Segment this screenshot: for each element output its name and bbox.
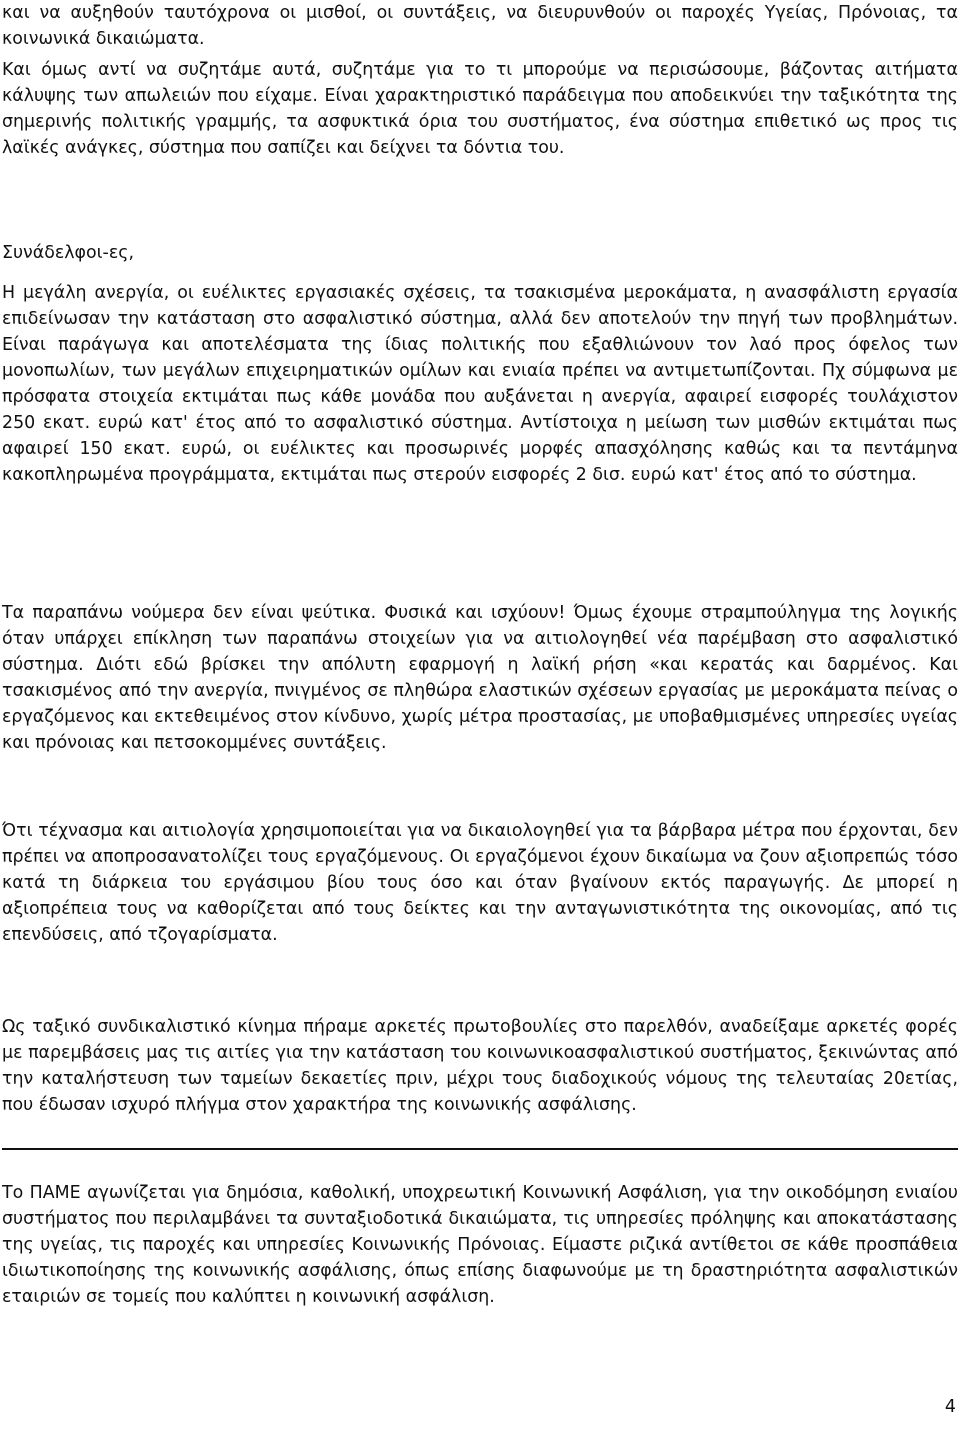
paragraph-dignity: Ότι τέχνασμα και αιτιολογία χρησιμοποιείται για να δικαιολογηθεί για τα βάρβαρα μέτρα που έρχονται, δεν πρέπει να αποπροσανατολίζει τους εργαζόμενους. Οι εργαζόμενοι έχουν δικαίωμα να ζουν αξιοπρεπώς τόσο κατά τη διάρκεια του εργάσιμου βίου τους όσο και όταν βγαίνουν εκτός παραγωγής. Δε μπορεί η αξιοπρέπεια τους να καθορίζεται από τους δείκτες και την ανταγωνιστικότητα της οικονομίας, από τις επενδύσεις, από τζογαρίσματα.	[2, 821, 958, 945]
horizontal-divider	[2, 1148, 958, 1150]
paragraph-losses-coverage: Και όμως αντί να συζητάμε αυτά, συζητάμε για το τι μπορούμε να περισώσουμε, βάζοντας αιτήματα κάλυψης των απωλειών που είχαμε. Είναι χαρακτηριστικό παράδειγμα που αποδεικνύει την ταξικότητα της σημερινής πολιτικής γραμμής, τα ασφυκτικά όρια του συστήματος, ένα σύστημα επιθετικό ως προς τις λαϊκές ανάγκες, σύστημα που σαπίζει και δείχνει τα δόντια του.	[2, 60, 958, 158]
page-number: 4	[944, 1397, 956, 1417]
paragraph-salutation: Συνάδελφοι-ες,	[2, 243, 134, 263]
paragraph-pame-position: Το ΠΑΜΕ αγωνίζεται για δημόσια, καθολική, υποχρεωτική Κοινωνική Ασφάλιση, για την οικοδόμηση ενιαίου συστήματος που περιλαμβάνει τα συνταξιοδοτικά δικαιώματα, τις υπηρεσίες πρόληψης και αποκατάστασης της υγείας, τις παροχές και υπηρεσίες Κοινωνικής Πρόνοιας. Είμαστε ριζικά αντίθετοι σε κάθε προσπάθεια ιδιωτικοποίησης της κοινωνικής ασφάλισης, όπως επίσης διαφωνούμε με τη δραστηριότητα ασφαλιστικών εταιριών σε τομείς που καλύπτει η κοινωνική ασφάλιση.	[2, 1183, 958, 1307]
paragraph-unemployment: Η μεγάλη ανεργία, οι ευέλικτες εργασιακές σχέσεις, τα τσακισμένα μεροκάματα, η ανασφάλιστη εργασία επιδείνωσαν την κατάσταση στο ασφαλιστικό σύστημα, αλλά δεν αποτελούν την πηγή των προβλημάτων. Είναι παράγωγα και αποτελέσματα της ίδιας πολιτικής που εξαθλιώνουν τον λαό προς όφελος των μονοπωλίων, των μεγάλων επιχειρηματικών ομίλων και ενιαία πρέπει να αντιμετωπίζονται. Πχ σύμφωνα με πρόσφατα στοιχεία εκτιμάται πως κάθε μονάδα που αυξάνεται η ανεργία, αφαιρεί εισφορές τουλάχιστον 250 εκατ. ευρώ κατ' έτος από το ασφαλιστικό σύστημα. Αντίστοιχα η μείωση των μισθών εκτιμάται πως αφαιρεί 150 εκατ. ευρώ, οι ευέλικτες και προσωρινές μορφές απασχόλησης καθώς και τα πεντάμηνα κακοπληρωμένα προγράμματα, εκτιμάται πως στερούν εισφορές 2 δισ. ευρώ κατ' έτος από το σύστημα.	[2, 283, 958, 485]
paragraph-class-movement: Ως ταξικό συνδικαλιστικό κίνημα πήραμε αρκετές πρωτοβουλίες στο παρελθόν, αναδείξαμε αρκετές φορές με παρεμβάσεις μας τις αιτίες για την κατάσταση του κοινωνικοασφαλιστικού συστήματος, ξεκινώντας από την καταλήστευση των ταμείων δεκαετίες πριν, μέχρι τους διαδοχικούς νόμους της τελευταίας 20ετίας, που έδωσαν ισχυρό πλήγμα στον χαρακτήρα της κοινωνικής ασφάλισης.	[2, 1017, 958, 1115]
paragraph-numbers-true: Τα παραπάνω νούμερα δεν είναι ψεύτικα. Φυσικά και ισχύουν! Όμως έχουμε στραμπούληγμα της λογικής όταν υπάρχει επίκληση των παραπάνω στοιχείων για να αιτιολογηθεί νέα παρέμβαση στο ασφαλιστικό σύστημα. Διότι εδώ βρίσκει την απόλυτη εφαρμογή η λαϊκή ρήση «και κερατάς και δαρμένος. Και τσακισμένος από την ανεργία, πνιγμένος σε πληθώρα ελαστικών σχέσεων εργασίας με μεροκάματα πείνας ο εργαζόμενος και εκτεθειμένος στον κίνδυνο, χωρίς μέτρα προστασίας, με υποβαθμισμένες υπηρεσίες υγείας και πρόνοιας και πετσοκομμένες συντάξεις.	[2, 603, 958, 753]
paragraph-wages-continuation: και να αυξηθούν ταυτόχρονα οι μισθοί, οι συντάξεις, να διευρυνθούν οι παροχές Υγείας, Πρόνοιας, τα κοινωνικά δικαιώματα.	[2, 3, 958, 49]
